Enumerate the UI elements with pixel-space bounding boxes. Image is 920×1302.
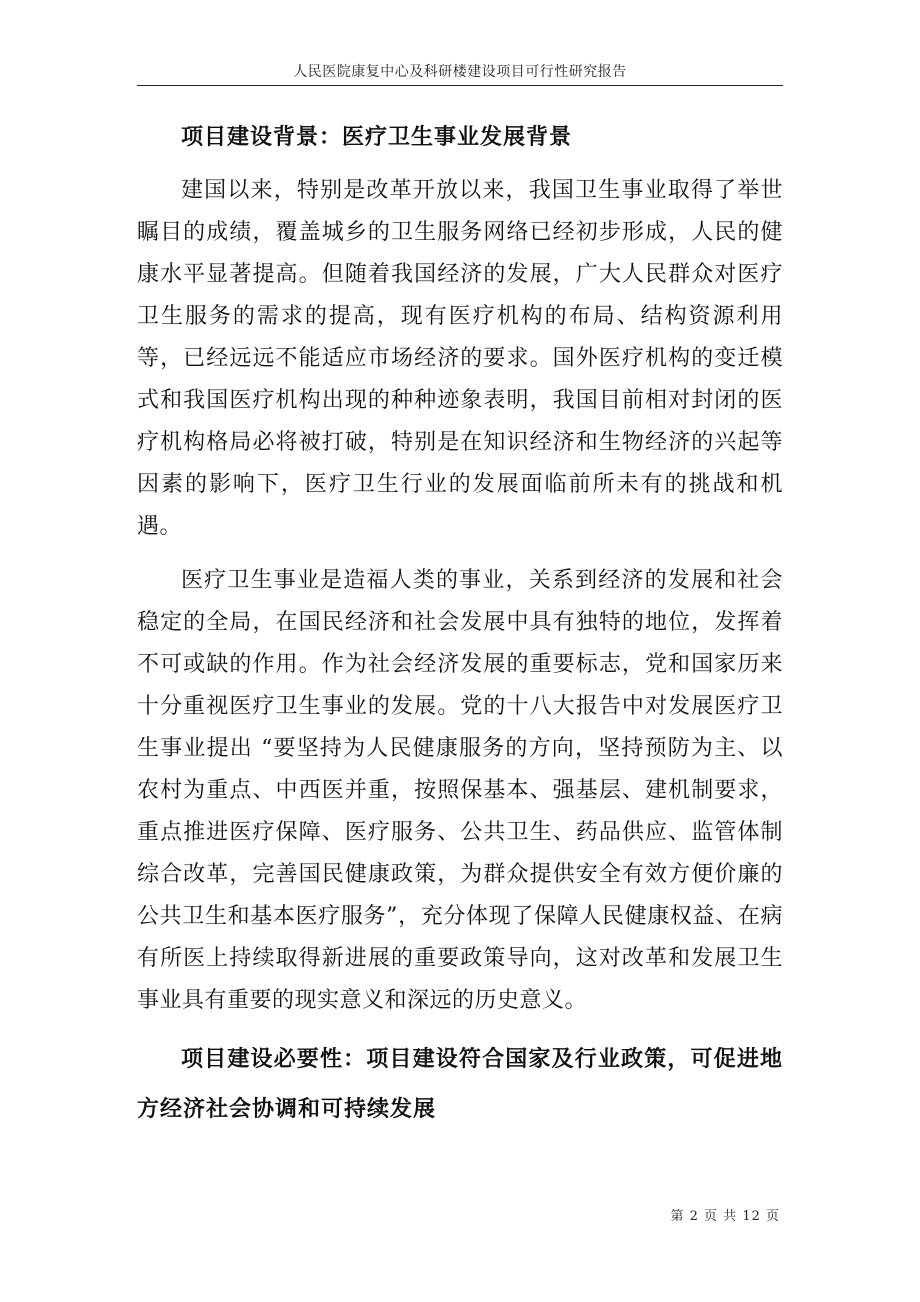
- necessity-heading: 项目建设必要性：项目建设符合国家及行业政策，可促进地方经济社会协调和可持续发展: [137, 1046, 783, 1122]
- background-heading: 项目建设背景：医疗卫生事业发展背景: [181, 124, 573, 150]
- document-body: [137, 112, 783, 1142]
- header-divider: [137, 85, 783, 86]
- page-header: 人民医院康复中心及科研楼建设项目可行性研究报告: [293, 64, 627, 80]
- page-number: 第 2 页 共 12 页: [670, 1209, 780, 1224]
- paragraph-background-2: 医疗卫生事业是造福人类的事业，关系到经济的发展和社会稳定的全局，在国民经济和社会发展中具有独特的地位，发挥着不可或缺的作用。作为社会经济发展的重要标志，党和国家历来十分重视医疗卫生事业的发展。党的十八大报告中对发展医疗卫生事业提出 “要坚持为人民健康服务的方向，坚持预防为主、以农村为重点、中西医并重，按照保基本、强基层、建机制要求，重点推进医疗保障、医疗服务、公共卫生、药品供应、监管体制综合改革，完善国民健康政策，为群众提供安全有效方便价廉的公共卫生和基本医疗服务”，充分体现了保障人民健康权益、在病有所医上持续取得新进展的重要政策导向，这对改革和发展卫生事业具有重要的现实意义和深远的历史意义。: [137, 568, 783, 1013]
- paragraph-background-1: 建国以来，特别是改革开放以来，我国卫生事业取得了举世瞩目的成绩，覆盖城乡的卫生服务网络已经初步形成，人民的健康水平显著提高。但随着我国经济的发展，广大人民群众对医疗卫生服务的需求的提高，现有医疗机构的布局、结构资源利用等，已经远远不能适应市场经济的要求。国外医疗机构的变迁模式和我国医疗机构出现的种种迹象表明，我国目前相对封闭的医疗机构格局必将被打破，特别是在知识经济和生物经济的兴起等因素的影响下，医疗卫生行业的发展面临前所未有的挑战和机遇。: [137, 178, 783, 539]
